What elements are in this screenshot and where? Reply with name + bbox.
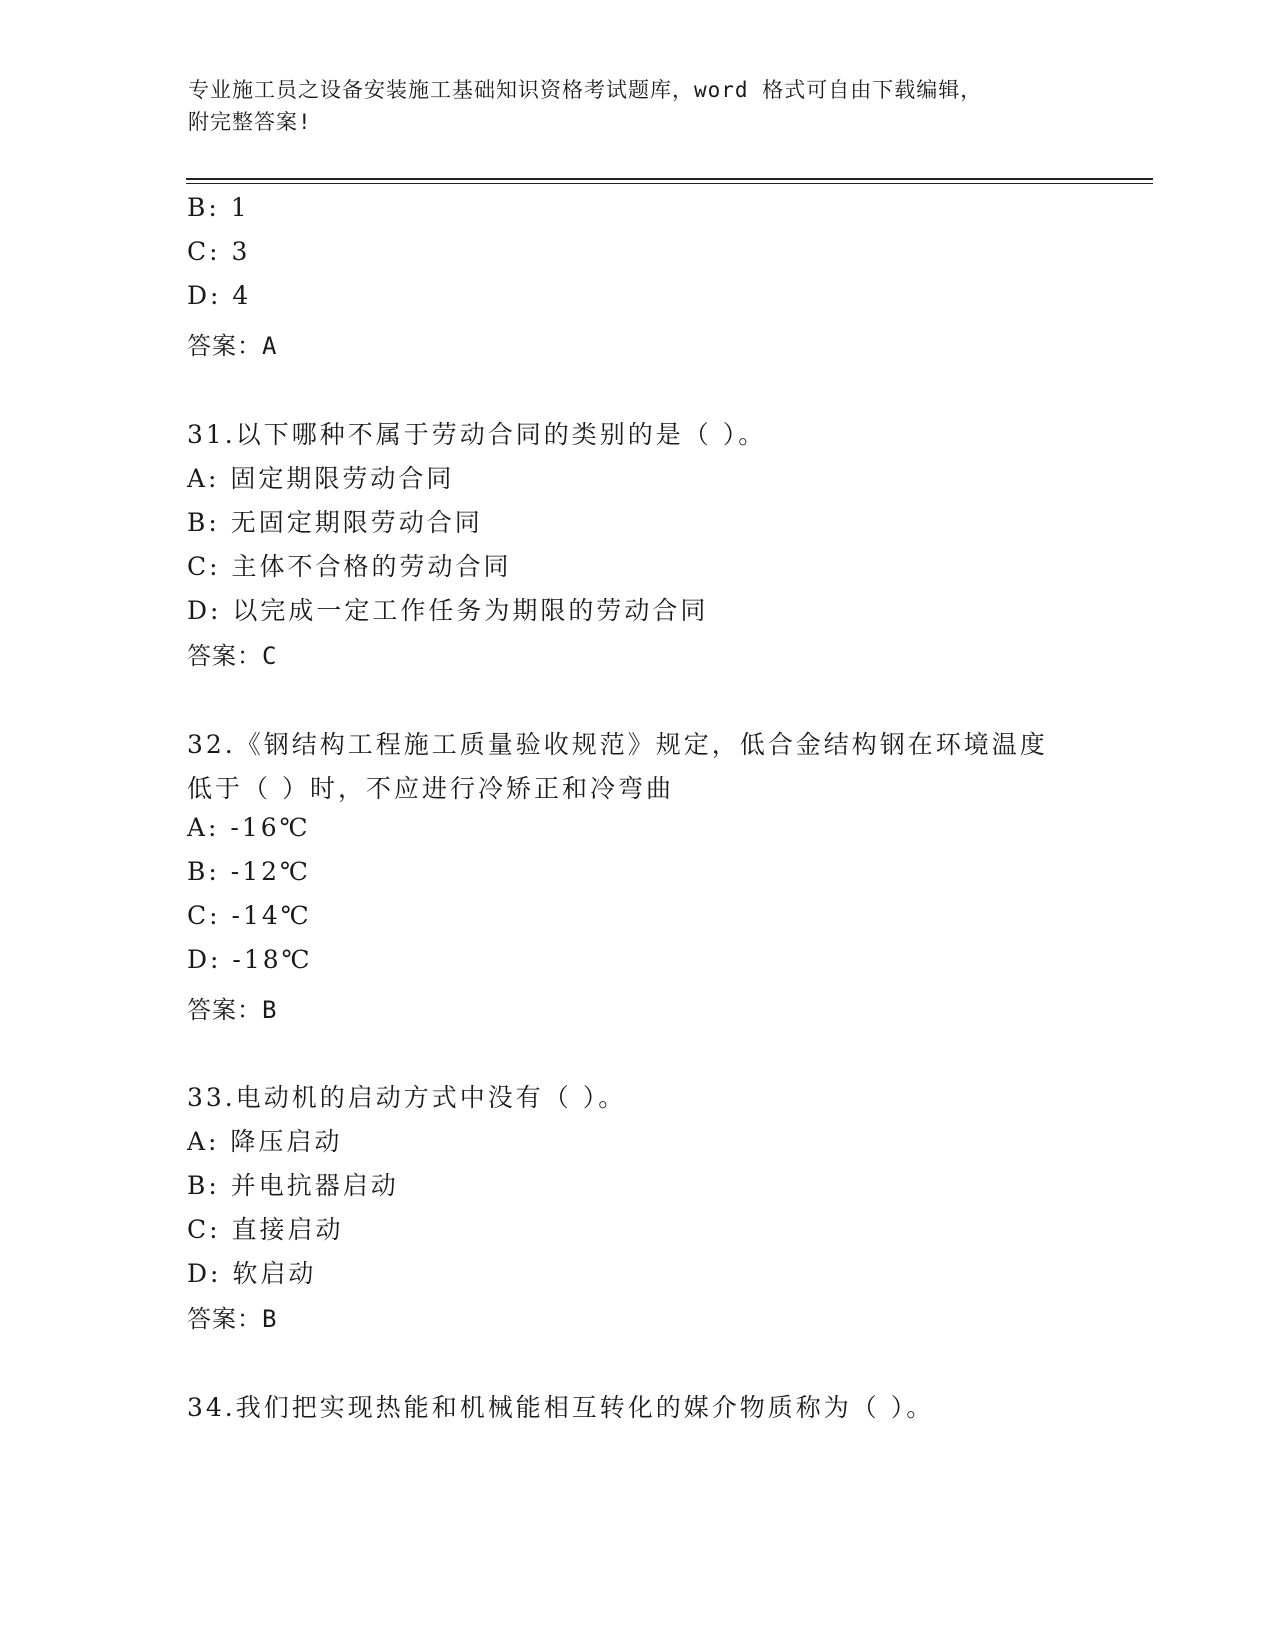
q30-answer: 答案：A [187, 332, 278, 360]
q32-option-d: D: -18℃ [187, 945, 313, 974]
q33-answer: 答案：B [187, 1305, 278, 1333]
page-header [188, 74, 1068, 138]
q33-option-b: B: 并电抗器启动 [187, 1171, 399, 1200]
q31-option-c: C: 主体不合格的劳动合同 [187, 552, 512, 581]
q31-option-d: D: 以完成一定工作任务为期限的劳动合同 [187, 596, 709, 625]
q33-option-d: D: 软启动 [187, 1259, 317, 1288]
q32-answer: 答案：B [187, 996, 278, 1024]
q32-stem-line-2: 低于（ ）时，不应进行冷矫正和冷弯曲 [187, 774, 674, 803]
q34-stem: 34.我们把实现热能和机械能相互转化的媒介物质称为（ ）。 [187, 1393, 935, 1422]
q30-option-c: C: 3 [187, 237, 251, 266]
q31-answer: 答案：C [187, 642, 278, 670]
q31-option-b: B: 无固定期限劳动合同 [187, 508, 483, 537]
q33-option-c: C: 直接启动 [187, 1215, 344, 1244]
header-line-2: 附完整答案! [188, 110, 312, 134]
q30-option-b: B: 1 [187, 193, 250, 222]
q32-option-c: C: -14℃ [187, 901, 312, 930]
q33-option-a: A: 降压启动 [187, 1127, 343, 1156]
header-divider-thick [186, 178, 1153, 180]
header-line-1: 专业施工员之设备安装施工基础知识资格考试题库，word 格式可自由下载编辑， [188, 78, 983, 102]
q32-stem-line-1: 32.《钢结构工程施工质量验收规范》规定，低合金结构钢在环境温度 [187, 730, 1048, 759]
q32-option-a: A: -16℃ [187, 813, 311, 842]
q30-option-d: D: 4 [187, 281, 252, 310]
q32-option-b: B: -12℃ [187, 857, 311, 886]
header-divider-thin [186, 183, 1153, 184]
q31-stem: 31.以下哪种不属于劳动合同的类别的是（ ）。 [187, 420, 767, 449]
q31-option-a: A: 固定期限劳动合同 [187, 464, 455, 493]
q33-stem: 33.电动机的启动方式中没有（ ）。 [187, 1083, 627, 1112]
